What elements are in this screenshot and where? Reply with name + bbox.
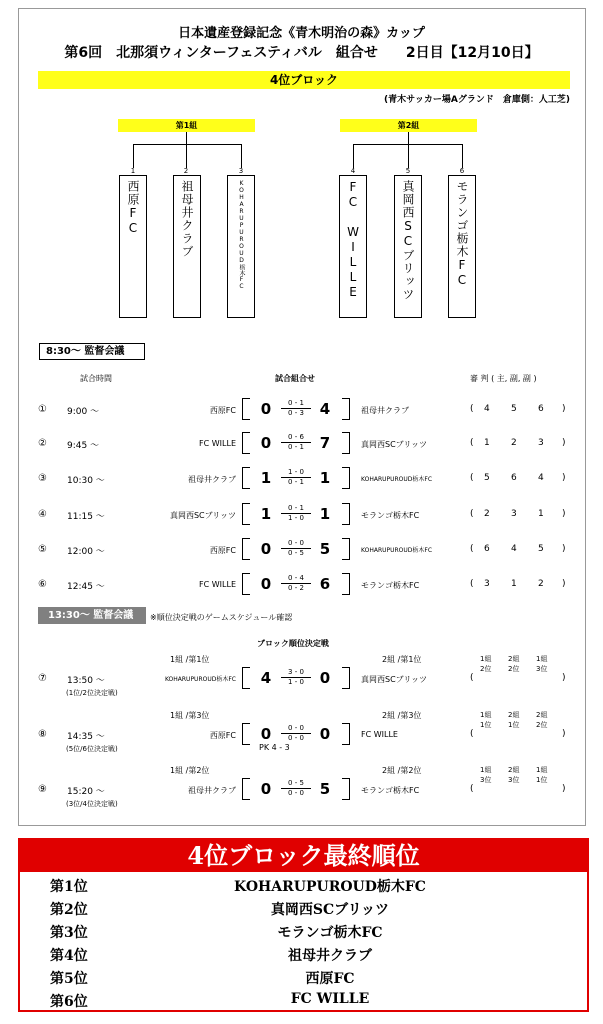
score-bracket-right bbox=[342, 573, 350, 595]
referee-rank: 2位 bbox=[480, 665, 492, 673]
referee-rank: 1位 bbox=[536, 776, 548, 784]
referee-team: 4 bbox=[484, 404, 490, 414]
away-seed-label: 2組 /第2位 bbox=[382, 766, 422, 775]
match-subtitle: (3位/4位決定戦) bbox=[66, 800, 118, 808]
match-time: 10:30 〜 bbox=[67, 476, 105, 486]
bracket-line bbox=[408, 144, 409, 168]
bracket-line bbox=[353, 144, 354, 168]
first-half-score: 0 - 6 bbox=[281, 433, 311, 443]
score-bracket-right bbox=[342, 467, 350, 489]
team-number: 3 bbox=[238, 167, 244, 175]
referee-team: 1 bbox=[484, 438, 490, 448]
match-time: 9:45 〜 bbox=[67, 441, 100, 451]
ref-paren-close: ) bbox=[562, 473, 566, 483]
match-time: 12:45 〜 bbox=[67, 582, 105, 592]
team-box bbox=[339, 175, 367, 318]
home-team: FC WILLE bbox=[199, 439, 236, 448]
ref-paren-open: ( bbox=[470, 438, 474, 448]
header-referees: 審 判 ( 主, 副, 副 ) bbox=[470, 374, 537, 383]
home-score: 0 bbox=[260, 540, 272, 558]
ref-paren-close: ) bbox=[562, 673, 566, 683]
match-subtitle: (1位/2位決定戦) bbox=[66, 689, 118, 697]
away-team: 真岡西SCブリッツ bbox=[361, 440, 428, 449]
ref-paren-close: ) bbox=[562, 438, 566, 448]
match-time: 9:00 〜 bbox=[67, 407, 100, 417]
referee-group: 1組 bbox=[536, 655, 548, 663]
away-team: モランゴ栃木FC bbox=[361, 581, 420, 590]
referee-group: 1組 bbox=[536, 766, 548, 774]
final-row bbox=[50, 899, 570, 921]
match-index: ③ bbox=[38, 473, 47, 484]
score-bracket-right bbox=[342, 503, 350, 525]
referee-rank: 3位 bbox=[508, 776, 520, 784]
home-score: 0 bbox=[260, 575, 272, 593]
match-time: 15:20 〜 bbox=[67, 787, 105, 797]
half-scores bbox=[281, 779, 311, 798]
final-rank: 第3位 bbox=[50, 925, 88, 941]
match-index: ⑨ bbox=[38, 784, 47, 795]
team-number: 1 bbox=[130, 167, 136, 175]
first-half-score: 3 - 0 bbox=[281, 668, 311, 678]
final-row bbox=[50, 922, 570, 944]
team-box bbox=[119, 175, 147, 318]
team-box bbox=[227, 175, 255, 318]
referee-group: 2組 bbox=[536, 711, 548, 719]
final-team: FC WILLE bbox=[290, 991, 370, 1007]
referee-team: 1 bbox=[538, 509, 544, 519]
first-half-score: 0 - 0 bbox=[281, 539, 311, 549]
score-bracket-left bbox=[242, 538, 250, 560]
meeting-2-note: ※順位決定戦のゲームスケジュール確認 bbox=[150, 613, 293, 622]
home-score: 1 bbox=[260, 505, 272, 523]
ref-paren-close: ) bbox=[562, 544, 566, 554]
half-scores bbox=[281, 668, 311, 687]
ref-paren-close: ) bbox=[562, 784, 566, 794]
ref-paren-close: ) bbox=[562, 729, 566, 739]
second-half-score: 0 - 0 bbox=[288, 789, 304, 797]
referee-group: 2組 bbox=[508, 711, 520, 719]
team-name: FC WILLE bbox=[346, 180, 360, 300]
playoff-title: ブロック順位決定戦 bbox=[257, 639, 329, 648]
referee-rank: 2位 bbox=[536, 721, 548, 729]
away-seed-label: 2組 /第1位 bbox=[382, 655, 422, 664]
referee-team: 2 bbox=[484, 509, 490, 519]
team-number: 5 bbox=[405, 167, 411, 175]
team-number: 2 bbox=[183, 167, 189, 175]
score-bracket-left bbox=[242, 467, 250, 489]
match-index: ⑦ bbox=[38, 673, 47, 684]
score-bracket-right bbox=[342, 398, 350, 420]
bracket-line bbox=[133, 144, 241, 145]
referee-team: 4 bbox=[538, 473, 544, 483]
meeting-1: 8:30〜 監督会議 bbox=[39, 343, 145, 360]
home-score: 4 bbox=[260, 669, 272, 687]
meeting-2: 13:30〜 監督会議 bbox=[38, 607, 146, 624]
referee-group: 1組 bbox=[480, 655, 492, 663]
referee-team: 5 bbox=[511, 404, 517, 414]
team-box bbox=[173, 175, 201, 318]
team-box bbox=[448, 175, 476, 318]
referee-team: 5 bbox=[538, 544, 544, 554]
group1-label: 第1組 bbox=[118, 119, 255, 132]
score-bracket-right bbox=[342, 778, 350, 800]
away-score: 1 bbox=[319, 505, 331, 523]
final-rank: 第4位 bbox=[50, 948, 88, 964]
home-team: 西原FC bbox=[209, 406, 236, 415]
referee-team: 6 bbox=[484, 544, 490, 554]
referee-group: 1組 bbox=[480, 766, 492, 774]
ref-paren-open: ( bbox=[470, 509, 474, 519]
team-name: KOHARUPUROUD栃木FC bbox=[238, 180, 245, 290]
final-rank: 第5位 bbox=[50, 971, 88, 987]
first-half-score: 0 - 1 bbox=[281, 399, 311, 409]
bracket-line bbox=[186, 132, 187, 144]
ref-paren-open: ( bbox=[470, 473, 474, 483]
match-subtitle: (5位/6位決定戦) bbox=[66, 745, 118, 753]
bracket-line bbox=[186, 144, 187, 168]
away-team: 真岡西SCブリッツ bbox=[361, 675, 428, 684]
first-half-score: 1 - 0 bbox=[281, 468, 311, 478]
away-score: 0 bbox=[319, 725, 331, 743]
second-half-score: 0 - 2 bbox=[288, 584, 304, 592]
away-team: モランゴ栃木FC bbox=[361, 511, 420, 520]
match-time: 14:35 〜 bbox=[67, 732, 105, 742]
home-team: 祖母井クラブ bbox=[188, 475, 236, 484]
referee-team: 3 bbox=[484, 579, 490, 589]
team-name: 西原FC bbox=[126, 180, 140, 236]
home-team: 西原FC bbox=[209, 731, 236, 740]
home-score: 1 bbox=[260, 469, 272, 487]
bracket-line bbox=[462, 144, 463, 168]
team-number: 4 bbox=[350, 167, 356, 175]
second-half-score: 0 - 0 bbox=[288, 734, 304, 742]
home-score: 0 bbox=[260, 780, 272, 798]
referee-team: 1 bbox=[511, 579, 517, 589]
referee-team: 3 bbox=[511, 509, 517, 519]
match-index: ① bbox=[38, 404, 47, 415]
referee-team: 2 bbox=[538, 579, 544, 589]
second-half-score: 0 - 3 bbox=[288, 409, 304, 417]
final-team: 祖母井クラブ bbox=[288, 948, 372, 964]
ref-paren-close: ) bbox=[562, 509, 566, 519]
title-line2: 第6回 北那須ウィンターフェスティバル 組合せ 2日目【12月10日】 bbox=[64, 45, 539, 61]
away-score: 1 bbox=[319, 469, 331, 487]
home-team: KOHARUPUROUD栃木FC bbox=[164, 676, 236, 683]
match-index: ⑧ bbox=[38, 729, 47, 740]
away-team: KOHARUPUROUD栃木FC bbox=[361, 476, 433, 483]
half-scores bbox=[281, 724, 311, 743]
ref-paren-open: ( bbox=[470, 544, 474, 554]
match-time: 11:15 〜 bbox=[67, 512, 105, 522]
score-bracket-right bbox=[342, 432, 350, 454]
ref-paren-open: ( bbox=[470, 404, 474, 414]
second-half-score: 0 - 5 bbox=[288, 549, 304, 557]
group2-label: 第2組 bbox=[340, 119, 477, 132]
score-bracket-right bbox=[342, 667, 350, 689]
score-bracket-left bbox=[242, 667, 250, 689]
half-scores bbox=[281, 468, 311, 487]
team-name: 真岡西SCブリッツ bbox=[401, 180, 415, 301]
referee-group: 2組 bbox=[508, 655, 520, 663]
ref-paren-open: ( bbox=[470, 784, 474, 794]
ref-paren-open: ( bbox=[470, 729, 474, 739]
first-half-score: 0 - 4 bbox=[281, 574, 311, 584]
score-bracket-left bbox=[242, 398, 250, 420]
match-index: ② bbox=[38, 438, 47, 449]
away-team: 祖母井クラブ bbox=[361, 406, 409, 415]
first-half-score: 0 - 5 bbox=[281, 779, 311, 789]
header-match: 試合組合せ bbox=[275, 374, 315, 383]
bracket-line bbox=[408, 132, 409, 144]
half-scores bbox=[281, 574, 311, 593]
away-team: モランゴ栃木FC bbox=[361, 786, 420, 795]
referee-rank: 2位 bbox=[508, 665, 520, 673]
team-name: モランゴ栃木FC bbox=[455, 180, 469, 288]
final-team: KOHARUPUROUD栃木FC bbox=[234, 879, 426, 895]
referee-group: 1組 bbox=[480, 711, 492, 719]
title-line1: 日本遺産登録記念《青木明治の森》カップ bbox=[178, 26, 425, 41]
referee-team: 5 bbox=[484, 473, 490, 483]
away-score: 7 bbox=[319, 434, 331, 452]
away-team: FC WILLE bbox=[361, 730, 398, 739]
pk-result: PK 4 - 3 bbox=[259, 743, 290, 752]
final-team: 西原FC bbox=[305, 971, 355, 987]
final-team: モランゴ栃木FC bbox=[277, 925, 383, 941]
match-index: ⑤ bbox=[38, 544, 47, 555]
referee-team: 6 bbox=[511, 473, 517, 483]
referee-rank: 1位 bbox=[508, 721, 520, 729]
away-seed-label: 2組 /第3位 bbox=[382, 711, 422, 720]
score-bracket-right bbox=[342, 538, 350, 560]
away-score: 5 bbox=[319, 780, 331, 798]
team-box bbox=[394, 175, 422, 318]
match-time: 12:00 〜 bbox=[67, 547, 105, 557]
half-scores bbox=[281, 539, 311, 558]
referee-rank: 1位 bbox=[480, 721, 492, 729]
match-index: ⑥ bbox=[38, 579, 47, 590]
block-title: 4位ブロック bbox=[38, 71, 570, 89]
away-score: 6 bbox=[319, 575, 331, 593]
home-seed-label: 1組 /第3位 bbox=[170, 711, 210, 720]
home-score: 0 bbox=[260, 434, 272, 452]
final-rank: 第1位 bbox=[50, 879, 88, 895]
away-score: 4 bbox=[319, 400, 331, 418]
score-bracket-left bbox=[242, 573, 250, 595]
score-bracket-right bbox=[342, 723, 350, 745]
score-bracket-left bbox=[242, 503, 250, 525]
away-team: KOHARUPUROUD栃木FC bbox=[361, 547, 433, 554]
final-row bbox=[50, 876, 570, 898]
referee-rank: 3位 bbox=[536, 665, 548, 673]
home-team: FC WILLE bbox=[199, 580, 236, 589]
away-score: 5 bbox=[319, 540, 331, 558]
final-rank: 第2位 bbox=[50, 902, 88, 918]
home-seed-label: 1組 /第1位 bbox=[170, 655, 210, 664]
referee-team: 6 bbox=[538, 404, 544, 414]
final-row bbox=[50, 991, 570, 1013]
ref-paren-open: ( bbox=[470, 579, 474, 589]
final-standings bbox=[18, 838, 589, 1012]
first-half-score: 0 - 0 bbox=[281, 724, 311, 734]
half-scores bbox=[281, 504, 311, 523]
venue-note: (青木サッカー場Aグランド 倉庫側：人工芝) bbox=[383, 95, 570, 105]
second-half-score: 0 - 1 bbox=[288, 478, 304, 486]
ref-paren-open: ( bbox=[470, 673, 474, 683]
score-bracket-left bbox=[242, 723, 250, 745]
final-rank: 第6位 bbox=[50, 994, 88, 1010]
score-bracket-left bbox=[242, 432, 250, 454]
ref-paren-close: ) bbox=[562, 579, 566, 589]
home-team: 祖母井クラブ bbox=[188, 786, 236, 795]
team-name: 祖母井クラブ bbox=[180, 180, 194, 258]
referee-rank: 3位 bbox=[480, 776, 492, 784]
referee-group: 2組 bbox=[508, 766, 520, 774]
half-scores bbox=[281, 433, 311, 452]
bracket-line bbox=[241, 144, 242, 168]
half-scores bbox=[281, 399, 311, 418]
referee-team: 4 bbox=[511, 544, 517, 554]
home-team: 西原FC bbox=[209, 546, 236, 555]
home-team: 真岡西SCブリッツ bbox=[169, 511, 236, 520]
first-half-score: 0 - 1 bbox=[281, 504, 311, 514]
referee-team: 2 bbox=[511, 438, 517, 448]
final-row bbox=[50, 968, 570, 990]
ref-paren-close: ) bbox=[562, 404, 566, 414]
header-time: 試合時間 bbox=[80, 374, 112, 383]
bracket-line bbox=[133, 144, 134, 168]
score-bracket-left bbox=[242, 778, 250, 800]
home-score: 0 bbox=[260, 400, 272, 418]
second-half-score: 1 - 0 bbox=[288, 514, 304, 522]
home-seed-label: 1組 /第2位 bbox=[170, 766, 210, 775]
home-score: 0 bbox=[260, 725, 272, 743]
away-score: 0 bbox=[319, 669, 331, 687]
final-row bbox=[50, 945, 570, 967]
match-index: ④ bbox=[38, 509, 47, 520]
final-team: 真岡西SCブリッツ bbox=[270, 902, 390, 918]
final-title: 4位ブロック最終順位 bbox=[20, 840, 587, 872]
match-time: 13:50 〜 bbox=[67, 676, 105, 686]
second-half-score: 0 - 1 bbox=[288, 443, 304, 451]
referee-team: 3 bbox=[538, 438, 544, 448]
second-half-score: 1 - 0 bbox=[288, 678, 304, 686]
team-number: 6 bbox=[459, 167, 465, 175]
